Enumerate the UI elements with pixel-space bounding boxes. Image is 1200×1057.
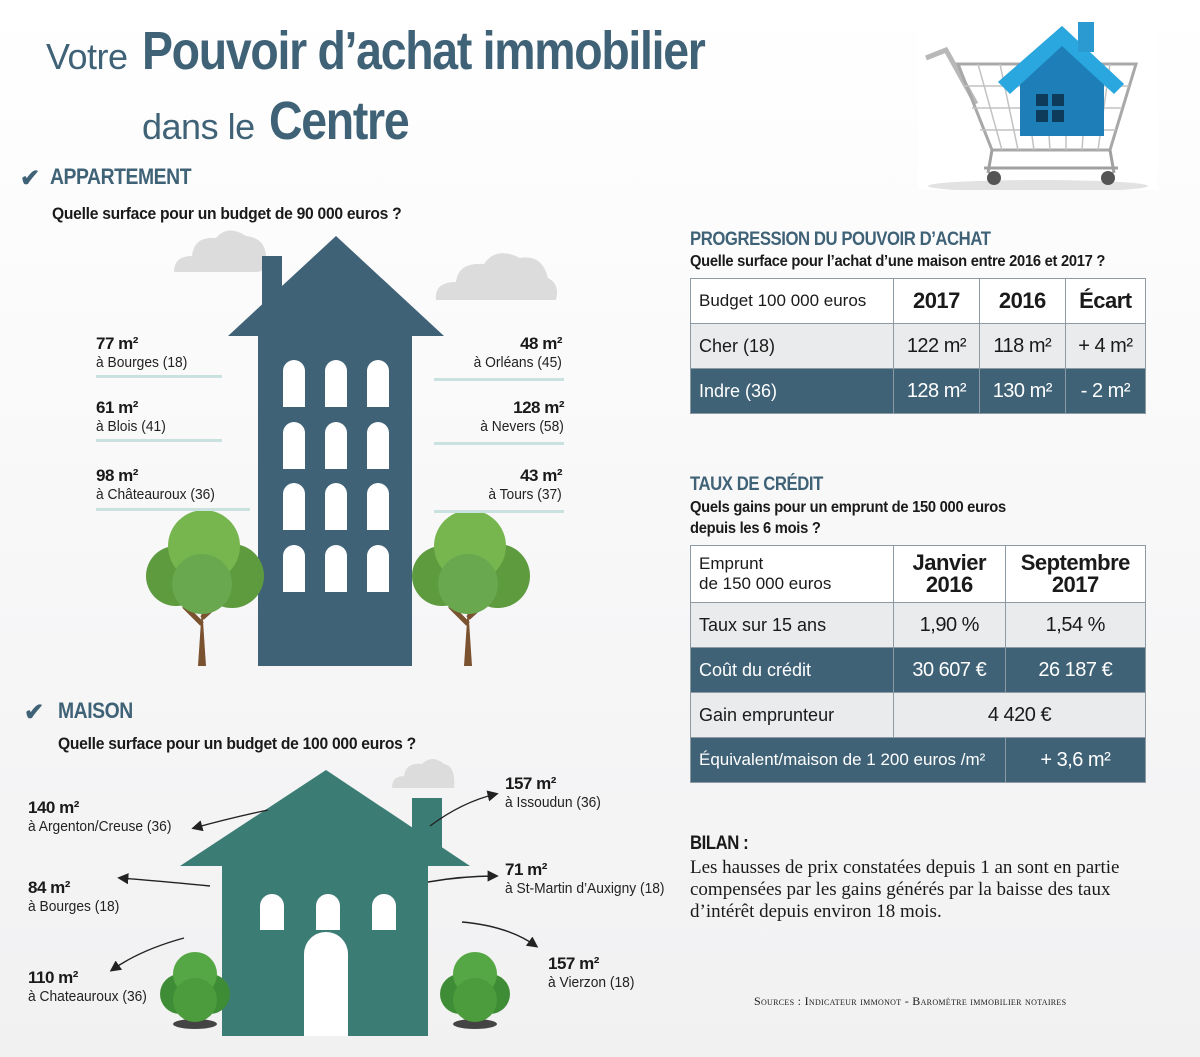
table-header-cell (1005, 546, 1145, 603)
table-row (691, 603, 1146, 648)
city-name: à Blois (41) (96, 418, 166, 435)
city-name: à Chateauroux (36) (28, 988, 147, 1005)
city-name: à Orléans (45) (473, 354, 562, 371)
arrow-icon (428, 876, 496, 882)
divider-line (96, 508, 250, 511)
cloud-icon (432, 244, 562, 304)
table-cell: 130 m² (979, 369, 1065, 414)
tree-icon (402, 506, 536, 668)
cart-house-illustration (918, 8, 1158, 190)
arrow-icon (120, 878, 210, 886)
progression-table (690, 278, 1146, 414)
table-cell: 122 m² (894, 324, 980, 369)
table-cell: 4 420 € (894, 693, 1146, 738)
header-text: 2017 (1051, 572, 1099, 597)
divider-line (434, 442, 564, 445)
bilan-text: Les hausses de prix constatées depuis 1 an sont en partie compensées par les gains générés par la baisse des taux d’intérêt depuis environ 18 mois. (690, 857, 1120, 922)
header-text: Emprunt (699, 554, 764, 573)
maison-label-st-martin (505, 860, 678, 898)
appartement-label-bourges (96, 334, 195, 372)
surface-value: 110 m² (28, 968, 78, 987)
table-header-cell: 2017 (894, 279, 980, 324)
table-header-row (691, 546, 1146, 603)
divider-line (434, 378, 564, 381)
table-cell: 1,54 % (1005, 603, 1145, 648)
progression-heading: PROGRESSION DU POUVOIR D’ACHAT (690, 229, 991, 250)
table-cell: 118 m² (979, 324, 1065, 369)
city-name: à Châteauroux (36) (96, 486, 215, 503)
arrow-icon (430, 794, 496, 826)
appartement-label-tours (430, 466, 562, 504)
appartement-question: Quelle surface pour un budget de 90 000 euros ? (52, 204, 402, 223)
maison-label-chateauroux (28, 968, 157, 1006)
maison-label-vierzon (548, 954, 642, 992)
table-cell: 1,90 % (894, 603, 1006, 648)
table-row (691, 648, 1146, 693)
table-cell: 128 m² (894, 369, 980, 414)
city-name: à Nevers (58) (480, 418, 564, 435)
credit-subheading-1: Quels gains pour un emprunt de 150 000 euros (690, 499, 1006, 516)
bilan-heading-wrap (690, 833, 756, 855)
credit-table (690, 545, 1146, 783)
title-line-1 (46, 20, 796, 82)
arrow-icon (112, 938, 184, 970)
surface-value: 157 m² (548, 954, 599, 973)
table-cell: 30 607 € (894, 648, 1006, 693)
table-header-cell (691, 546, 894, 603)
credit-subheading-2: depuis les 6 mois ? (690, 520, 821, 537)
divider-line (434, 510, 564, 513)
table-cell: Taux sur 15 ans (691, 603, 894, 648)
title-big-1: Pouvoir d’achat immobilier (142, 21, 705, 81)
divider-line (96, 439, 222, 442)
surface-value: 43 m² (520, 466, 562, 485)
table-row (691, 369, 1146, 414)
arrow-icon (194, 810, 268, 828)
appartement-heading-wrap (50, 164, 210, 190)
city-name: à Vierzon (18) (548, 974, 635, 991)
surface-value: 157 m² (505, 774, 556, 793)
divider-line (96, 375, 222, 378)
tree-icon (136, 506, 270, 668)
surface-value: 48 m² (520, 334, 562, 353)
checkmark-icon: ✔ (24, 699, 45, 726)
table-cell: + 3,6 m² (1005, 738, 1145, 783)
surface-value: 77 m² (96, 334, 138, 353)
table-row (691, 324, 1146, 369)
city-name: à Bourges (18) (28, 898, 120, 915)
table-cell: - 2 m² (1065, 369, 1145, 414)
header-text: 2016 (925, 572, 973, 597)
credit-heading: TAUX DE CRÉDIT (690, 474, 823, 495)
table-header-cell: Écart (1065, 279, 1145, 324)
city-name: à Argenton/Creuse (36) (28, 818, 172, 835)
table-header-cell: Budget 100 000 euros (691, 279, 894, 324)
table-cell: Coût du crédit (691, 648, 894, 693)
table-header-cell: 2016 (979, 279, 1065, 324)
progression-heading-wrap (690, 229, 1031, 251)
surface-value: 61 m² (96, 398, 138, 417)
maison-label-argenton (28, 798, 184, 836)
surface-value: 128 m² (513, 398, 564, 417)
city-name: à Issoudun (36) (505, 794, 601, 811)
city-name: à Bourges (18) (96, 354, 188, 371)
table-cell: Équivalent/maison de 1 200 euros /m² (691, 738, 1006, 783)
appartement-label-chateauroux (96, 466, 225, 504)
surface-value: 98 m² (96, 466, 138, 485)
maison-question: Quelle surface pour un budget de 100 000 euros ? (58, 734, 416, 753)
arrow-icon (462, 922, 536, 946)
surface-value: 84 m² (28, 878, 70, 897)
maison-label-issoudun (505, 774, 609, 812)
appartement-label-nevers (430, 398, 564, 436)
table-cell: 26 187 € (1005, 648, 1145, 693)
appartement-label-blois (96, 398, 172, 436)
header-text: Septembre (1020, 550, 1130, 575)
city-name: à St-Martin d’Auxigny (18) (505, 880, 665, 897)
bilan-heading: BILAN : (690, 833, 749, 854)
table-row (691, 693, 1146, 738)
progression-subheading: Quelle surface pour l’achat d’une maison entre 2016 et 2017 ? (690, 253, 1106, 270)
title-small-2: dans le (142, 106, 255, 147)
title-line-2 (142, 90, 431, 152)
appartement-heading: APPARTEMENT (50, 164, 192, 189)
table-row (691, 738, 1146, 783)
checkmark-icon: ✔ (20, 165, 41, 192)
title-big-2: Centre (269, 91, 409, 151)
city-name: à Tours (37) (488, 486, 562, 503)
table-cell: + 4 m² (1065, 324, 1145, 369)
table-cell: Cher (18) (691, 324, 894, 369)
sources-text: Sources : Indicateur immonot - Baromètre immobilier notaires (754, 994, 1067, 1008)
table-header-row (691, 279, 1146, 324)
maison-label-bourges (28, 878, 127, 916)
table-header-cell (894, 546, 1006, 603)
surface-value: 140 m² (28, 798, 79, 817)
maison-heading: MAISON (58, 698, 133, 723)
title-small-1: Votre (46, 36, 128, 77)
table-cell: Indre (36) (691, 369, 894, 414)
table-cell: Gain emprunteur (691, 693, 894, 738)
surface-value: 71 m² (505, 860, 547, 879)
header-text: de 150 000 euros (699, 574, 832, 593)
appartement-label-orleans (430, 334, 562, 372)
header-text: Janvier (912, 550, 987, 575)
credit-heading-wrap (690, 474, 841, 496)
maison-heading-wrap (58, 698, 143, 724)
